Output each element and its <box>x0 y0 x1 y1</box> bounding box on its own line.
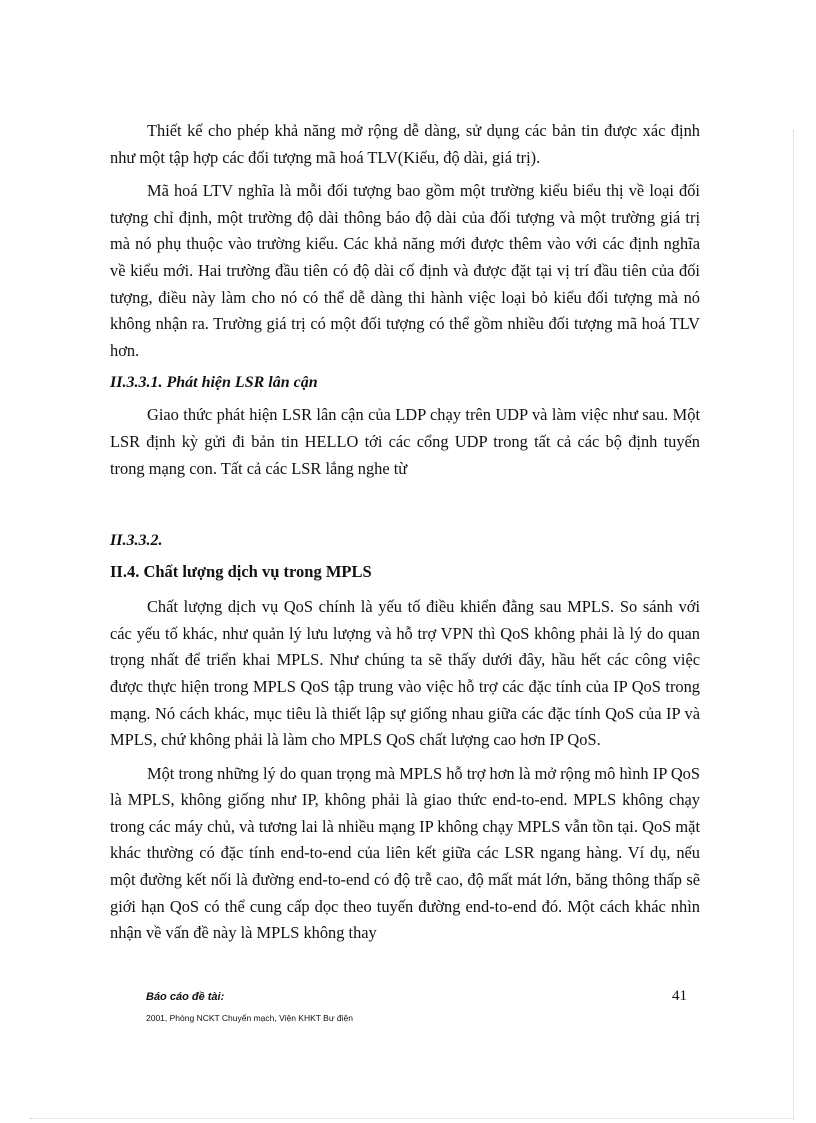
page-border-bottom <box>30 1118 794 1120</box>
paragraph-lsr-discovery: Giao thức phát hiện LSR lân cận của LDP chạy trên UDP và làm việc như sau. Một LSR định kỳ gửi đi bản tin HELLO tới các cổng UDP trong tất cả các bộ định tuyến trong mạng con. Tất cả các LSR lắng nghe từ <box>110 405 700 478</box>
paragraph-qos-intro: Chất lượng dịch vụ QoS chính là yếu tố điều khiển đằng sau MPLS. So sánh với các yếu tố khác, như quản lý lưu lượng và hỗ trợ VPN thì QoS không phải là lý do quan trọng nhất để triển khai MPLS. Như chúng ta sẽ thấy dưới đây, hầu hết các công việc được thực hiện trong MPLS QoS tập trung vào việc hỗ trợ các đặc tính của IP QoS trong mạng. Nó cách khác, mục tiêu là thiết lập sự giống nhau giữa các đặc tính QoS của IP và MPLS, chứ không phải là làm cho MPLS QoS chất lượng cao hơn IP QoS. <box>110 597 700 750</box>
heading-section-3-3-2: II.3.3.2. <box>110 532 163 550</box>
paragraph-qos-end-to-end: Một trong những lý do quan trọng mà MPLS hỗ trợ hơn là mở rộng mô hình IP QoS là MPLS, không giống như IP, không phải là giao thức end-to-end. MPLS không chạy trong các máy chủ, và tương lai là nhiều mạng IP không chạy MPLS vẫn tồn tại. QoS mặt khác thường có đặc tính end-to-end của liên kết giữa các LSR ngang hàng. Ví dụ, nếu một đường kết nối là đường end-to-end có độ trễ cao, độ mất mát lớn, băng thông thấp sẽ giới hạn QoS có thể cung cấp dọc theo tuyến đường end-to-end đó. Một cách khác nhìn nhận về vấn đề này là MPLS không thay <box>110 763 700 943</box>
page-footer <box>146 988 691 1023</box>
paragraph-tlv-design: Thiết kế cho phép khả năng mở rộng dễ dàng, sử dụng các bản tin được xác định như một tập hợp các đối tượng mã hoá TLV(Kiểu, độ dài, giá trị). <box>110 121 700 167</box>
paragraph-ltv-encoding: Mã hoá LTV nghĩa là mỗi đối tượng bao gồm một trường kiểu biểu thị về loại đối tượng chỉ định, một trường độ dài thông báo độ dài của đối tượng và một trường giá trị mà nó phụ thuộc vào trường kiểu. Các khả năng mới được thêm vào với các định nghĩa về kiểu mới. Hai trường đầu tiên có độ dài cố định và được đặt tại vị trí đầu tiên của đối tượng, điều này làm cho nó có thể dễ dàng thi hành việc loại bỏ kiểu đối tượng mà nó không nhận ra. Trường giá trị có một đối tượng có thể gồm nhiều đối tượng mã hoá TLV hơn. <box>110 181 700 360</box>
footer-report-title: Báo cáo đề tài: <box>146 991 225 1003</box>
footer-organization: 2001, Phòng NCKT Chuyển mạch, Viện KHKT Bư điện <box>146 1013 353 1023</box>
heading-lsr-discovery: II.3.3.1. Phát hiện LSR lân cận <box>110 374 318 392</box>
heading-mpls-qos: II.4. Chất lượng dịch vụ trong MPLS <box>110 562 372 582</box>
page-border-right <box>793 130 795 1120</box>
spacer <box>110 489 700 523</box>
page-body <box>110 118 700 954</box>
page-number: 41 <box>672 988 687 1004</box>
